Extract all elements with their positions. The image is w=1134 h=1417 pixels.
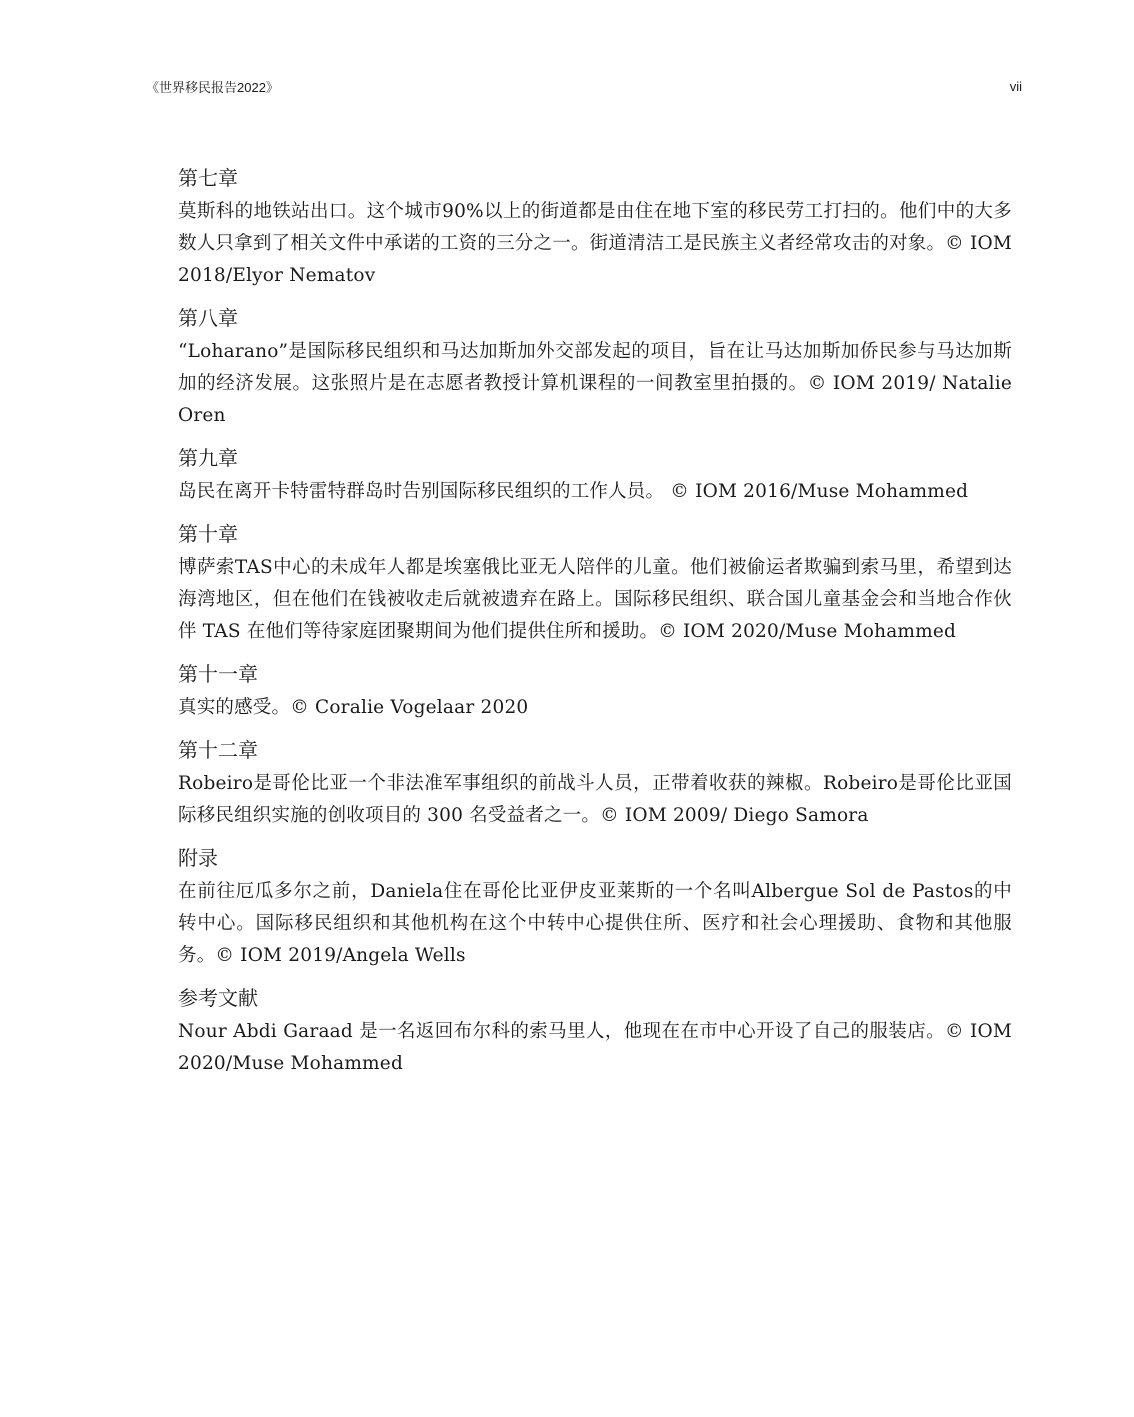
section-heading: 第十二章 bbox=[178, 738, 258, 762]
photo-caption: 真实的感受。© Coralie Vogelaar 2020 bbox=[178, 697, 529, 718]
photo-caption: 莫斯科的地铁站出口。这个城市90%以上的街道都是由住在地下室的移民劳工打扫的。他们中的大多数人只拿到了相关文件中承诺的工资的三分之一。街道清洁工是民族主义者经常攻击的对象。© IOM 2018/Elyor Nematov bbox=[178, 201, 1012, 286]
section-heading: 第十章 bbox=[178, 522, 238, 546]
report-title: 《世界移民报告2022》 bbox=[146, 79, 279, 95]
photo-caption: 岛民在离开卡特雷特群岛时告别国际移民组织的工作人员。 © IOM 2016/Muse Mohammed bbox=[178, 481, 969, 502]
credit-section-chapter-12 bbox=[178, 736, 1012, 832]
credit-section-chapter-10 bbox=[178, 520, 1012, 648]
section-heading: 第十一章 bbox=[178, 662, 258, 686]
credit-section-chapter-8 bbox=[178, 304, 1012, 432]
photo-caption: 博萨索TAS中心的未成年人都是埃塞俄比亚无人陪伴的儿童。他们被偷运者欺骗到索马里，希望到达海湾地区，但在他们在钱被收走后就被遗弃在路上。国际移民组织、联合国儿童基金会和当地合作伙伴 TAS 在他们等待家庭团聚期间为他们提供住所和援助。© IOM 2020/Muse Mohammed bbox=[178, 557, 1012, 642]
photo-caption: “Loharano”是国际移民组织和马达加斯加外交部发起的项目，旨在让马达加斯加侨民参与马达加斯加的经济发展。这张照片是在志愿者教授计算机课程的一间教室里拍摄的。© IOM 2019/ Natalie Oren bbox=[178, 341, 1012, 426]
section-heading: 附录 bbox=[178, 846, 218, 870]
credit-section-chapter-11 bbox=[178, 660, 1012, 724]
photo-caption: Robeiro是哥伦比亚一个非法准军事组织的前战斗人员，正带着收获的辣椒。Robeiro是哥伦比亚国际移民组织实施的创收项目的 300 名受益者之一。© IOM 2009/ Diego Samora bbox=[178, 773, 1012, 826]
credit-section-appendix bbox=[178, 844, 1012, 972]
photo-credits bbox=[178, 164, 1012, 1092]
section-heading: 第八章 bbox=[178, 306, 238, 330]
photo-caption: 在前往厄瓜多尔之前，Daniela住在哥伦比亚伊皮亚莱斯的一个名叫Albergue Sol de Pastos的中转中心。国际移民组织和其他机构在这个中转中心提供住所、医疗和社会心理援助、食物和其他服务。© IOM 2019/Angela Wells bbox=[178, 881, 1012, 966]
section-heading: 第七章 bbox=[178, 166, 238, 190]
page-number: vii bbox=[1009, 78, 1022, 94]
section-heading: 参考文献 bbox=[178, 986, 258, 1010]
photo-caption: Nour Abdi Garaad 是一名返回布尔科的索马里人，他现在在市中心开设了自己的服装店。© IOM 2020/Muse Mohammed bbox=[178, 1021, 1012, 1074]
section-heading: 第九章 bbox=[178, 446, 238, 470]
credit-section-chapter-7 bbox=[178, 164, 1012, 292]
running-header bbox=[146, 76, 1022, 96]
credit-section-chapter-9 bbox=[178, 444, 1012, 508]
credit-section-references bbox=[178, 984, 1012, 1080]
